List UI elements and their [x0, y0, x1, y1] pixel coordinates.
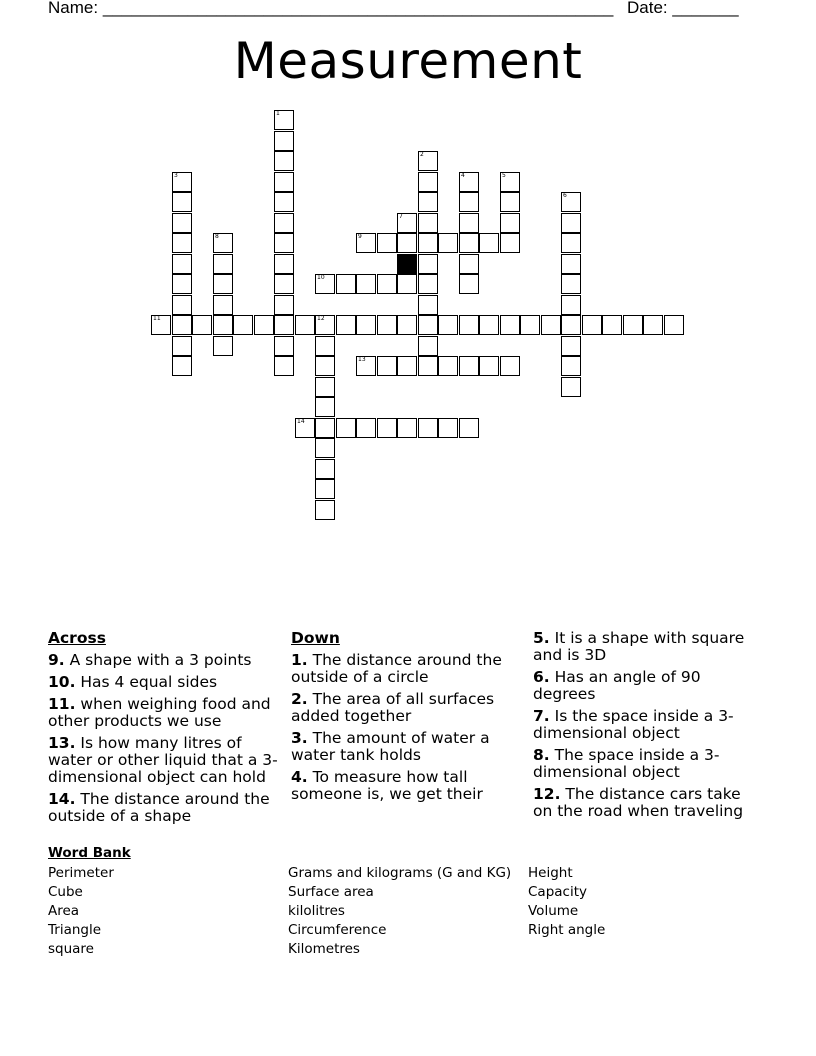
- clue-down-12: 12. The distance cars take on the road when traveling: [533, 785, 744, 820]
- crossword-cell[interactable]: [192, 315, 212, 335]
- crossword-cell[interactable]: [541, 315, 561, 335]
- crossword-cell[interactable]: [274, 213, 294, 233]
- word-bank-item: kilolitres: [288, 903, 345, 919]
- crossword-cell[interactable]: [418, 151, 438, 171]
- crossword-cell[interactable]: [274, 233, 294, 253]
- crossword-cell[interactable]: [459, 213, 479, 233]
- page-title: Measurement: [233, 32, 583, 90]
- crossword-cell[interactable]: [151, 315, 171, 335]
- word-bank-item: Right angle: [528, 922, 606, 938]
- crossword-cell[interactable]: [213, 254, 233, 274]
- crossword-cell[interactable]: [274, 151, 294, 171]
- crossword-cell[interactable]: [172, 336, 192, 356]
- crossword-cell[interactable]: [397, 213, 417, 233]
- crossword-cell[interactable]: [602, 315, 622, 335]
- crossword-cell[interactable]: [459, 418, 479, 438]
- crossword-cell[interactable]: [336, 274, 356, 294]
- crossword-cell[interactable]: [418, 418, 438, 438]
- crossword-cell[interactable]: [336, 315, 356, 335]
- crossword-cell[interactable]: [418, 336, 438, 356]
- word-bank-item: Surface area: [288, 884, 374, 900]
- crossword-cell[interactable]: [418, 356, 438, 376]
- word-bank-item: Circumference: [288, 922, 387, 938]
- clue-number: 11: [153, 315, 161, 322]
- down-heading: Down: [291, 629, 340, 647]
- crossword-cell[interactable]: [295, 418, 315, 438]
- crossword-cell[interactable]: [233, 315, 253, 335]
- crossword-cell[interactable]: [315, 274, 335, 294]
- across-heading: Across: [48, 629, 106, 647]
- crossword-cell[interactable]: [172, 295, 192, 315]
- crossword-cell[interactable]: [274, 172, 294, 192]
- crossword-cell[interactable]: [500, 233, 520, 253]
- clue-number: 13: [358, 356, 366, 363]
- word-bank-item: Cube: [48, 884, 83, 900]
- crossword-cell[interactable]: [377, 274, 397, 294]
- crossword-cell[interactable]: [418, 315, 438, 335]
- crossword-cell[interactable]: [418, 172, 438, 192]
- crossword-cell[interactable]: [500, 172, 520, 192]
- crossword-cell[interactable]: [315, 438, 335, 458]
- clue-down-4: 4. To measure how tall someone is, we get their: [291, 768, 483, 803]
- crossword-cell[interactable]: [377, 418, 397, 438]
- crossword-cell[interactable]: [397, 356, 417, 376]
- crossword-cell[interactable]: [377, 356, 397, 376]
- down-clues-continued: [533, 630, 758, 825]
- crossword-cell[interactable]: [254, 315, 274, 335]
- clue-number: 10: [317, 274, 325, 281]
- crossword-cell[interactable]: [479, 315, 499, 335]
- crossword-cell[interactable]: [561, 295, 581, 315]
- clue-down-3: 3. The amount of water a water tank holds: [291, 729, 490, 764]
- word-bank-item: Triangle: [48, 922, 102, 938]
- crossword-cell[interactable]: [459, 274, 479, 294]
- crossword-cell[interactable]: [315, 315, 335, 335]
- clue-across-9: 9. A shape with a 3 points: [48, 651, 252, 669]
- crossword-cell[interactable]: [459, 192, 479, 212]
- crossword-cell[interactable]: [274, 315, 294, 335]
- crossword-cell[interactable]: [356, 315, 376, 335]
- name-line: ______________________________________________________: [102, 0, 614, 17]
- crossword-cell[interactable]: [418, 274, 438, 294]
- clue-number: 7: [399, 213, 403, 220]
- crossword-cell[interactable]: [315, 336, 335, 356]
- crossword-cell[interactable]: [561, 356, 581, 376]
- across-clues: [48, 630, 284, 830]
- crossword-cell[interactable]: [459, 233, 479, 253]
- crossword-cell[interactable]: [213, 295, 233, 315]
- crossword-cell[interactable]: [438, 233, 458, 253]
- crossword-cell[interactable]: [397, 274, 417, 294]
- crossword-cell[interactable]: [356, 233, 376, 253]
- crossword-cell[interactable]: [418, 192, 438, 212]
- clue-down-5: 5. It is a shape with square and is 3D: [533, 629, 745, 664]
- crossword-cell[interactable]: [479, 233, 499, 253]
- clue-number: 14: [297, 418, 305, 425]
- clue-down-1: 1. The distance around the outside of a circle: [291, 651, 502, 686]
- crossword-cell[interactable]: [500, 192, 520, 212]
- crossword-cell[interactable]: [172, 254, 192, 274]
- crossword-cell[interactable]: [397, 233, 417, 253]
- crossword-cell[interactable]: [561, 274, 581, 294]
- crossword-cell[interactable]: [172, 274, 192, 294]
- word-bank-item: Perimeter: [48, 865, 114, 881]
- crossword-cell[interactable]: [397, 315, 417, 335]
- crossword-cell[interactable]: [336, 418, 356, 438]
- crossword-cell[interactable]: [315, 377, 335, 397]
- crossword-cell[interactable]: [561, 377, 581, 397]
- crossword-cell[interactable]: [623, 315, 643, 335]
- crossword-cell[interactable]: [377, 315, 397, 335]
- clue-number: 3: [174, 172, 178, 179]
- word-bank-col-3: [528, 864, 605, 940]
- crossword-cell[interactable]: [438, 356, 458, 376]
- crossword-cell[interactable]: [356, 418, 376, 438]
- word-bank-item: Capacity: [528, 884, 587, 900]
- crossword-cell[interactable]: [561, 233, 581, 253]
- word-bank-col-2: [288, 864, 511, 959]
- crossword-cell[interactable]: [172, 233, 192, 253]
- crossword-cell[interactable]: [664, 315, 684, 335]
- clue-across-11: 11. when weighing food and other products we use: [48, 695, 271, 730]
- clue-down-2: 2. The area of all surfaces added together: [291, 690, 495, 725]
- word-bank-item: Volume: [528, 903, 579, 919]
- crossword-cell[interactable]: [315, 418, 335, 438]
- crossword-cell[interactable]: [377, 233, 397, 253]
- clue-number: 5: [502, 172, 506, 179]
- crossword-cell[interactable]: [274, 295, 294, 315]
- clue-number: 8: [215, 233, 219, 240]
- clue-number: 6: [563, 192, 567, 199]
- crossword-cell[interactable]: [459, 172, 479, 192]
- crossword-cell[interactable]: [561, 192, 581, 212]
- clue-across-13: 13. Is how many litres of water or other liquid that a 3-dimensional object can hold: [48, 734, 278, 786]
- word-bank-item: Area: [48, 903, 80, 919]
- crossword-cell[interactable]: [418, 213, 438, 233]
- word-bank-heading: Word Bank: [48, 845, 131, 861]
- crossword-cell[interactable]: [274, 131, 294, 151]
- clue-number: 12: [317, 315, 325, 322]
- crossword-cell[interactable]: [561, 213, 581, 233]
- crossword-cell[interactable]: [213, 233, 233, 253]
- crossword-cell[interactable]: [356, 274, 376, 294]
- crossword-cell[interactable]: [500, 213, 520, 233]
- date-label: Date:: [627, 0, 668, 17]
- crossword-cell[interactable]: [643, 315, 663, 335]
- crossword-cell[interactable]: [459, 254, 479, 274]
- crossword-cell[interactable]: [213, 315, 233, 335]
- crossword-cell[interactable]: [274, 192, 294, 212]
- crossword-cell[interactable]: [561, 254, 581, 274]
- name-label: Name:: [48, 0, 99, 17]
- crossword-cell[interactable]: [520, 315, 540, 335]
- crossword-cell[interactable]: [172, 192, 192, 212]
- crossword-cell[interactable]: [274, 110, 294, 130]
- crossword-cell[interactable]: [315, 500, 335, 520]
- crossword-cell[interactable]: [561, 315, 581, 335]
- clue-down-8: 8. The space inside a 3-dimensional object: [533, 746, 720, 781]
- clue-down-6: 6. Has an angle of 90 degrees: [533, 668, 701, 703]
- crossword-cell[interactable]: [418, 254, 438, 274]
- crossword-cell[interactable]: [274, 336, 294, 356]
- crossword-cell[interactable]: [479, 356, 499, 376]
- date-line: _______: [672, 0, 739, 17]
- crossword-cell[interactable]: [438, 418, 458, 438]
- word-bank-item: square: [48, 941, 94, 957]
- crossword-cell[interactable]: [213, 336, 233, 356]
- crossword-cell[interactable]: [213, 274, 233, 294]
- down-clues: [291, 630, 511, 808]
- clue-down-7: 7. Is the space inside a 3-dimensional object: [533, 707, 734, 742]
- crossword-cell[interactable]: [172, 213, 192, 233]
- crossword-cell[interactable]: [418, 295, 438, 315]
- crossword-black-cell: [397, 254, 417, 274]
- crossword-cell[interactable]: [315, 459, 335, 479]
- crossword-cell[interactable]: [438, 315, 458, 335]
- crossword-cell[interactable]: [295, 315, 315, 335]
- crossword-cell[interactable]: [500, 315, 520, 335]
- clue-number: 9: [358, 233, 362, 240]
- crossword-cell[interactable]: [274, 254, 294, 274]
- word-bank-item: Height: [528, 865, 573, 881]
- word-bank-item: Grams and kilograms (G and KG): [288, 865, 512, 881]
- crossword-cell[interactable]: [397, 418, 417, 438]
- crossword-cell[interactable]: [418, 233, 438, 253]
- clue-number: 1: [276, 110, 280, 117]
- crossword-cell[interactable]: [274, 274, 294, 294]
- crossword-cell[interactable]: [459, 315, 479, 335]
- crossword-cell[interactable]: [274, 356, 294, 376]
- word-bank-item: Kilometres: [288, 941, 360, 957]
- crossword-cell[interactable]: [172, 356, 192, 376]
- clue-number: 2: [420, 151, 424, 158]
- crossword-cell[interactable]: [315, 397, 335, 417]
- crossword-cell[interactable]: [315, 479, 335, 499]
- crossword-cell[interactable]: [459, 356, 479, 376]
- clue-across-10: 10. Has 4 equal sides: [48, 673, 218, 691]
- clue-across-14: 14. The distance around the outside of a shape: [48, 790, 270, 825]
- crossword-cell[interactable]: [561, 336, 581, 356]
- crossword-cell[interactable]: [582, 315, 602, 335]
- crossword-cell[interactable]: [500, 356, 520, 376]
- crossword-cell[interactable]: [315, 356, 335, 376]
- crossword-cell[interactable]: [172, 172, 192, 192]
- crossword-cell[interactable]: [172, 315, 192, 335]
- crossword-cell[interactable]: [356, 356, 376, 376]
- word-bank-col-1: [48, 864, 114, 959]
- clue-number: 4: [461, 172, 465, 179]
